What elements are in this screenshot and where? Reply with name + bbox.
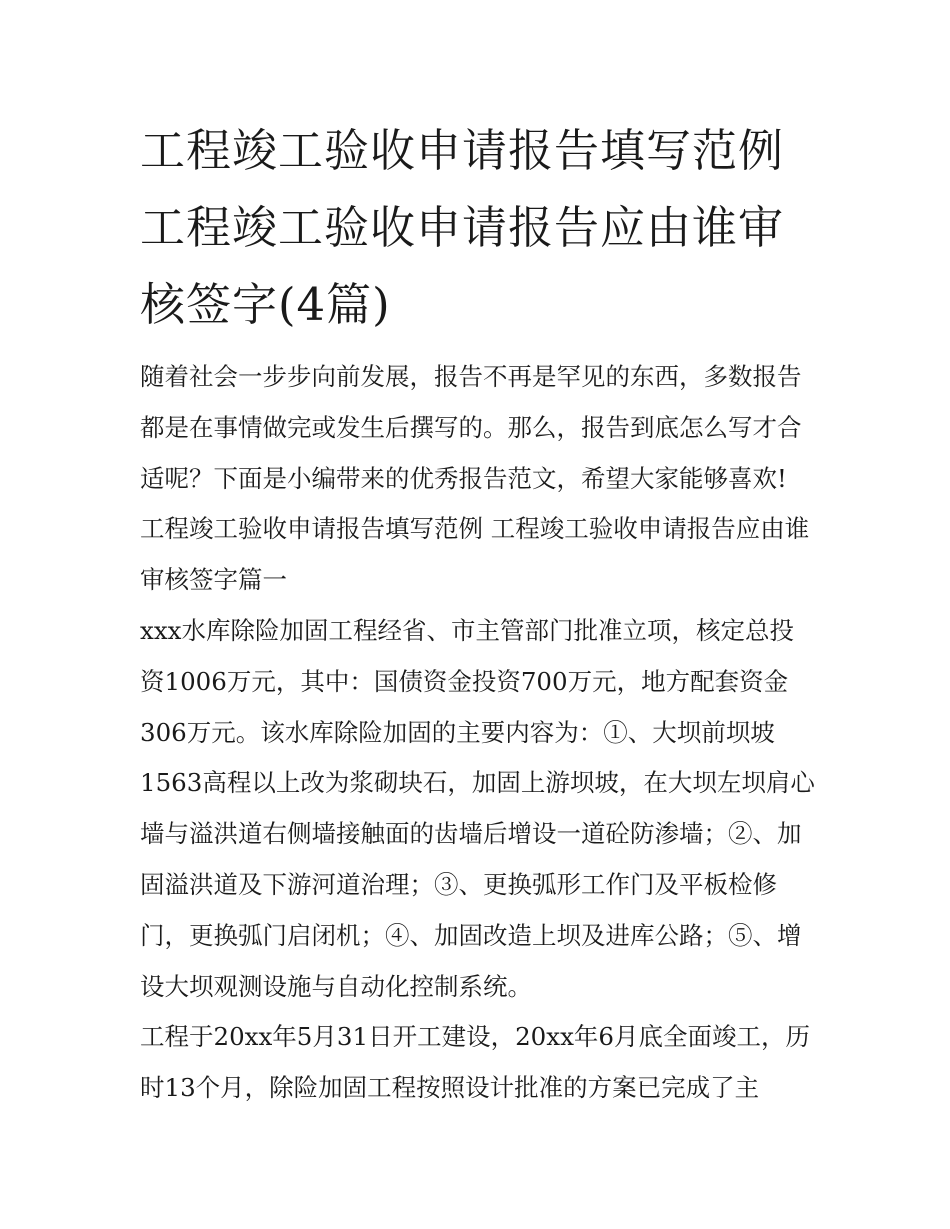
section-heading: 工程竣工验收申请报告填写范例 工程竣工验收申请报告应由谁审核签字篇一 xyxy=(140,514,810,595)
intro-paragraph: 随着社会一步步向前发展，报告不再是罕见的东西，多数报告都是在事情做完或发生后撰写的。那么，报告到底怎么写才合适呢？下面是小编带来的优秀报告范文，希望大家能够喜欢! xyxy=(140,362,802,493)
body-paragraph: xxx水库除险加固工程经省、市主管部门批准立项，核定总投资1006万元，其中：国债资金投资700万元，地方配套资金306万元。该水库除险加固的主要内容为：①、大坝前坝坡1563高程以上改为浆砌块石，加固上游坝坡，在大坝左坝肩心墙与溢洪道右侧墙接触面的齿墙后增设一道砼防渗墙；②、加固溢洪道及下游河道治理；③、更换弧形工作门及平板检修门，更换弧门启闭机；④、加固改造上坝及进库公路；⑤、增设大坝观测设施与自动化控制系统。 xyxy=(140,615,815,1001)
body-paragraph: 工程于20xx年5月31日开工建设，20xx年6月底全面竣工，历时13个月，除险加固工程按照设计批准的方案已完成了主 xyxy=(140,1022,810,1103)
document-body xyxy=(140,352,815,1114)
document-title: 工程竣工验收申请报告填写范例 工程竣工验收申请报告应由谁审核签字(4篇) xyxy=(140,124,785,331)
